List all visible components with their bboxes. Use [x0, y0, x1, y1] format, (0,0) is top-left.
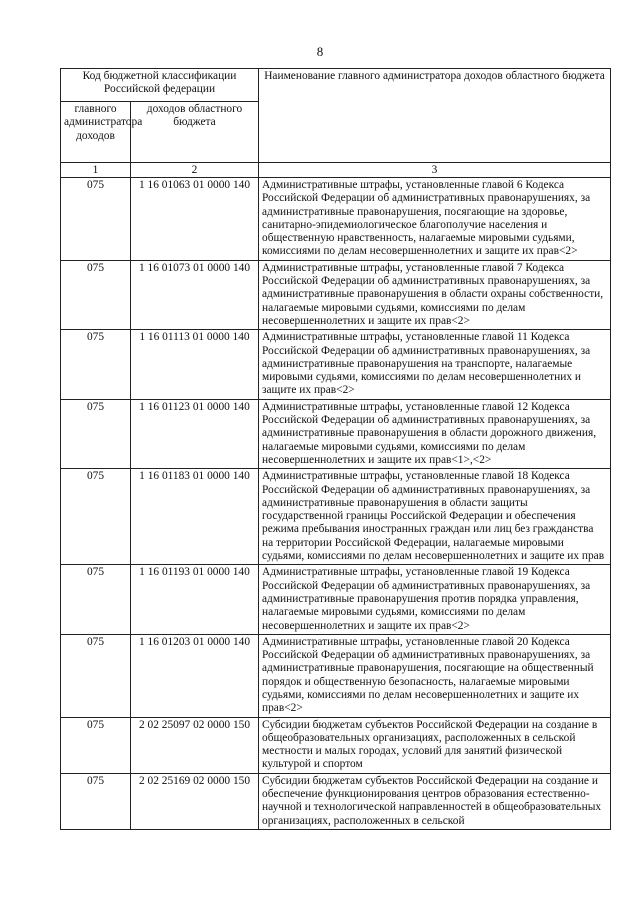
table-row: [61, 469, 611, 565]
description-cell: Субсидии бюджетам субъектов Российской Федерации на создание и обеспечение функционирования центров образования естественно-научной и технологической направленностей в общеобразовательных организациях, расположенных в сельской: [259, 773, 611, 829]
table-row: [61, 260, 611, 329]
description-cell: Административные штрафы, установленные главой 12 Кодекса Российской Федерации об административных правонарушениях, за административные правонарушения в области дорожного движения, налагаемые мировыми судьями, комиссиями по делам несовершеннолетних и защите их прав<1>,<2>: [259, 399, 611, 468]
admin-code-cell: 075: [61, 773, 131, 829]
admin-code-cell: 075: [61, 469, 131, 565]
table-body: [61, 178, 611, 830]
table-row: [61, 399, 611, 468]
description-cell: Административные штрафы, установленные главой 6 Кодекса Российской Федерации об административных правонарушениях, за административные правонарушения, посягающие на здоровье, санитарно-эпидемиологическое благополучие населения и общественную нравственность, налагаемые мировыми судьями, комиссиями по делам несовершеннолетних и защите их прав<2>: [259, 178, 611, 261]
income-code-cell: 2 02 25097 02 0000 150: [131, 717, 259, 773]
income-code-cell: 1 16 01203 01 0000 140: [131, 634, 259, 717]
income-code-cell: 1 16 01113 01 0000 140: [131, 330, 259, 399]
column-number: 2: [131, 163, 259, 178]
description-cell: Административные штрафы, установленные главой 11 Кодекса Российской Федерации об административных правонарушениях, за административные правонарушения на транспорте, налагаемые мировыми судьями, комиссиями по делам несовершеннолетних и защите их прав<2>: [259, 330, 611, 399]
income-code-cell: 1 16 01183 01 0000 140: [131, 469, 259, 565]
income-code-cell: 1 16 01123 01 0000 140: [131, 399, 259, 468]
description-cell: Административные штрафы, установленные главой 18 Кодекса Российской Федерации об административных правонарушениях, за административные правонарушения в области защиты государственной границы Российской Федерации и обеспечения режима пребывания иностранных граждан или лиц без гражданства на территории Российской Федерации, налагаемые мировыми судьями, комиссиями по делам несовершеннолетних и защите их прав: [259, 469, 611, 565]
code-group-header: Код бюджетной классификации Российской федерации: [61, 69, 259, 102]
admin-code-cell: 075: [61, 717, 131, 773]
admin-code-cell: 075: [61, 330, 131, 399]
column-number: 3: [259, 163, 611, 178]
table-row: [61, 773, 611, 829]
budget-classification-table: [60, 68, 611, 830]
description-cell: Административные штрафы, установленные главой 19 Кодекса Российской Федерации об административных правонарушениях, за административные правонарушения против порядка управления, налагаемые мировыми судьями, комиссиями по делам несовершеннолетних и защите их прав<2>: [259, 565, 611, 634]
income-code-cell: 1 16 01073 01 0000 140: [131, 260, 259, 329]
column-number: 1: [61, 163, 131, 178]
description-cell: Административные штрафы, установленные главой 20 Кодекса Российской Федерации об административных правонарушениях, за административные правонарушения, посягающие на общественный порядок и общественную безопасность, налагаемые мировыми судьями, комиссиями по делам несовершеннолетних и защите их прав<2>: [259, 634, 611, 717]
table-row: [61, 634, 611, 717]
table-row: [61, 178, 611, 261]
name-column-header: Наименование главного администратора доходов областного бюджета: [259, 69, 611, 163]
header-row-top: [61, 69, 611, 102]
page-number: 8: [316, 44, 324, 59]
admin-code-cell: 075: [61, 178, 131, 261]
admin-code-cell: 075: [61, 399, 131, 468]
admin-code-cell: 075: [61, 260, 131, 329]
table-row: [61, 565, 611, 634]
description-cell: Административные штрафы, установленные главой 7 Кодекса Российской Федерации об административных правонарушениях, за административные правонарушения в области охраны собственности, налагаемые мировыми судьями, комиссиями по делам несовершеннолетних и защите их прав<2>: [259, 260, 611, 329]
admin-column-header: главного администратора доходов: [61, 102, 131, 163]
admin-code-cell: 075: [61, 565, 131, 634]
income-code-cell: 1 16 01193 01 0000 140: [131, 565, 259, 634]
admin-code-cell: 075: [61, 634, 131, 717]
table-row: [61, 330, 611, 399]
column-number-row: [61, 163, 611, 178]
income-code-cell: 2 02 25169 02 0000 150: [131, 773, 259, 829]
income-code-cell: 1 16 01063 01 0000 140: [131, 178, 259, 261]
description-cell: Субсидии бюджетам субъектов Российской Федерации на создание в общеобразовательных организациях, расположенных в сельской местности и малых городах, условий для занятий физической культурой и спортом: [259, 717, 611, 773]
table-row: [61, 717, 611, 773]
income-column-header: доходов областного бюджета: [131, 102, 259, 163]
